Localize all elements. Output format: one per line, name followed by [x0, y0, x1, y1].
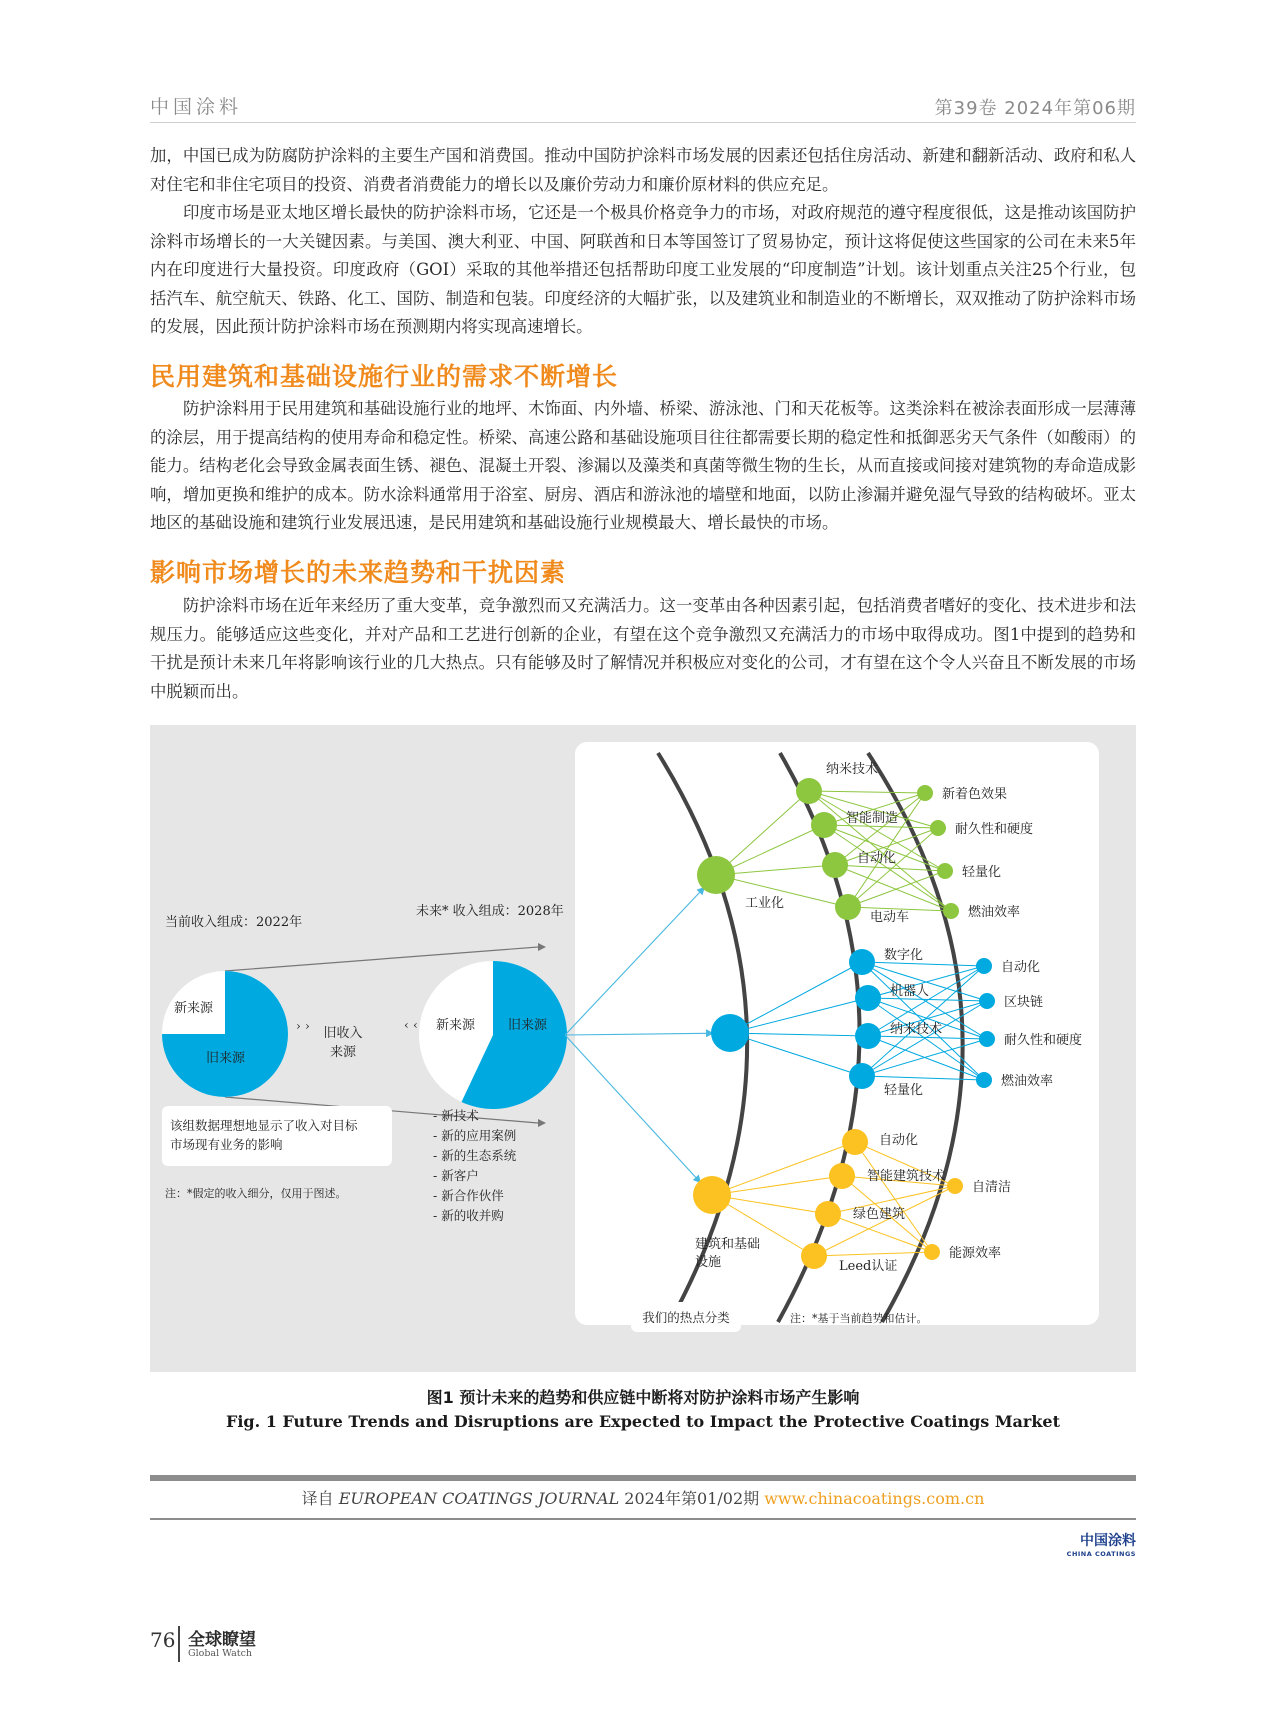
blue-out-label: 区块链: [1004, 995, 1044, 1010]
paragraph-3: 防护涂料用于民用建筑和基础设施行业的地坪、木饰面、内外墙、桥梁、游泳池、门和天花板等。这类涂料在被涂表面形成一层薄薄的涂层，用于提高结构的使用寿命和稳定性。桥梁、高速公路和基础设施项目往往都需要长期的稳定性和抵御恶劣天气条件（如酸雨）的能力。结构老化会导致金属表面生锈、褪色、混凝土开裂、渗漏以及藻类和真菌等微生物的生长，从而直接或间接对建筑物的寿命造成影响，增加更换和维护的成本。防水涂料通常用于浴室、厨房、酒店和游泳池的墙壁和地面，以防止渗漏并避免湿气导致的结构破坏。亚太地区的基础设施和建筑行业发展迅速，是民用建筑和基础设施行业规模最大、增长最快的市场。: [150, 399, 1136, 532]
green-out-label: 燃油效率: [968, 905, 1021, 920]
yellow-hub-label-2: 设施: [695, 1255, 722, 1270]
source-line: [150, 1486, 1136, 1509]
blue-mid-node: [849, 1063, 875, 1089]
blue-mid-node: [849, 949, 875, 975]
blue-mid-node: [855, 985, 881, 1011]
green-out-label: 轻量化: [962, 865, 1002, 880]
section-heading-1: 民用建筑和基础设施行业的需求不断增长: [150, 362, 619, 391]
blue-mid-label: 机器人: [890, 984, 930, 999]
blue-out-node: [976, 958, 992, 974]
new-item: - 新的生态系统: [433, 1148, 517, 1163]
estimate-note: 注：*基于当前趋势和估计。: [790, 1312, 928, 1325]
new-item: - 新客户: [433, 1168, 479, 1183]
footer-bar: [150, 1475, 1136, 1481]
green-mid-label: 纳米技术: [826, 762, 879, 777]
chevron-left-icon: ‹: [404, 1018, 409, 1032]
chevron-right-icon: ›: [296, 1019, 301, 1033]
blue-mid-label: 数字化: [884, 948, 924, 963]
blue-mid-label: 纳米技术: [890, 1022, 943, 1037]
green-mid-node: [822, 852, 848, 878]
journal-name: 中国涂料: [150, 96, 243, 118]
caption-en: Fig. 1 Future Trends and Disruptions are Expected to Impact the Protective Coatings Market: [225, 1412, 1060, 1431]
green-out-label: 耐久性和硬度: [955, 822, 1034, 837]
green-out-node: [930, 820, 946, 836]
blue-out-label: 耐久性和硬度: [1004, 1033, 1083, 1048]
new-item: - 新技术: [433, 1108, 479, 1123]
green-mid-label: 智能制造: [846, 811, 899, 826]
blue-out-label: 自动化: [1001, 960, 1041, 975]
box-line-1: 该组数据理想地显示了收入对目标: [170, 1118, 358, 1133]
logo-en: CHINA COATINGS: [1066, 1550, 1136, 1558]
yellow-out-label: 能源效率: [949, 1246, 1002, 1261]
intro-text: [150, 142, 1136, 342]
figure-1: [150, 725, 1136, 1372]
page-number: 76: [150, 1628, 176, 1652]
section-2-text: [150, 592, 1136, 706]
old-revenue-label-2: 来源: [329, 1045, 357, 1060]
new-item: - 新的收并购: [433, 1208, 504, 1223]
green-hub-node: [697, 856, 735, 894]
caption-zh: 图1 预计未来的趋势和供应链中断将对防护涂料市场产生影响: [426, 1388, 860, 1407]
yellow-mid-node: [815, 1201, 841, 1227]
green-out-label: 新着色效果: [942, 787, 1008, 802]
expand-arrow-top: [538, 943, 546, 951]
explanation-box: [162, 1106, 392, 1166]
page-separator: [178, 1626, 180, 1662]
green-mid-label: 自动化: [857, 851, 897, 866]
pie1-old-label: 旧来源: [206, 1051, 246, 1066]
section-name: 全球瞭望: [188, 1630, 256, 1650]
blue-out-node: [979, 993, 995, 1009]
yellow-mid-node: [842, 1129, 868, 1155]
pie2-old-label: 旧来源: [508, 1018, 548, 1033]
yellow-mid-label: 绿色建筑: [853, 1207, 906, 1222]
new-item: - 新的应用案例: [433, 1128, 517, 1143]
blue-hub-node: [711, 1014, 749, 1052]
assumption-note: 注：*假定的收入细分，仅用于图述。: [165, 1187, 347, 1200]
china-coatings-logo: [1067, 1530, 1136, 1558]
blue-mid-label: 轻量化: [884, 1083, 924, 1098]
new-item: - 新合作伙伴: [433, 1188, 504, 1203]
future-title: 未来* 收入组成：2028年: [416, 904, 564, 919]
yellow-mid-label: 智能建筑技术: [867, 1169, 946, 1184]
paragraph-4: 防护涂料市场在近年来经历了重大变革，竞争激烈而又充满活力。这一变革由各种因素引起，包括消费者嗜好的变化、技术进步和法规压力。能够适应这些变化，并对产品和工艺进行创新的企业，有望在这个竞争激烈又充满活力的市场中取得成功。图1中提到的趋势和干扰是预计未来几年将影响该行业的几大热点。只有能够及时了解情况并积极应对变化的公司，才有望在这个令人兴奋且不断发展的市场中脱颖而出。: [150, 596, 1136, 701]
source-prefix: 译自: [301, 1489, 339, 1508]
section-name-en: Global Watch: [188, 1648, 253, 1659]
chevron-right-icon: ›: [305, 1019, 310, 1033]
chevron-left-icon: ‹: [413, 1018, 418, 1032]
section-heading-2: 影响市场增长的未来趋势和干扰因素: [150, 558, 567, 587]
header-divider: [150, 122, 1136, 123]
pie1-new-label: 新来源: [174, 1001, 214, 1016]
expand-arrow-bottom: [538, 1119, 546, 1127]
green-mid-label: 电动车: [870, 910, 910, 925]
yellow-hub-node: [693, 1176, 731, 1214]
paragraph-2: 印度市场是亚太地区增长最快的防护涂料市场，它还是一个极具价格竞争力的市场，对政府规范的遵守程度很低，这是推动该国防护涂料市场增长的一大关键因素。与美国、澳大利亚、中国、阿联酋和日本等国签订了贸易协定，预计这将促使这些国家的公司在未来5年内在印度进行大量投资。印度政府（GOI）采取的其他举措还包括帮助印度工业发展的“印度制造”计划。该计划重点关注25个行业，包括汽车、航空航天、铁路、化工、国防、制造和包装。印度经济的大幅扩张，以及建筑业和制造业的不断增长，双双推动了防护涂料市场的发展，因此预计防护涂料市场在预测期内将实现高速增长。: [150, 203, 1136, 336]
green-mid-node: [811, 812, 837, 838]
issue-info: 第39卷 2024年第06期: [934, 98, 1136, 119]
website-link[interactable]: www.chinacoatings.com.cn: [764, 1489, 985, 1508]
section-1-text: [150, 395, 1136, 538]
source-suffix: 2024年第01/02期: [619, 1489, 765, 1508]
green-out-node: [917, 785, 933, 801]
yellow-out-node: [924, 1244, 940, 1260]
blue-out-node: [976, 1072, 992, 1088]
green-mid-node: [796, 778, 822, 804]
yellow-out-node: [947, 1178, 963, 1194]
old-revenue-label-1: 旧收入: [323, 1026, 363, 1041]
green-hub-label: 工业化: [745, 896, 785, 911]
pie2-new-label: 新来源: [436, 1018, 476, 1033]
yellow-mid-node: [829, 1163, 855, 1189]
box-line-2: 市场现有业务的影响: [170, 1137, 283, 1152]
yellow-mid-label: Leed认证: [839, 1259, 898, 1274]
green-mid-node: [835, 894, 861, 920]
blue-mid-node: [855, 1023, 881, 1049]
footer-divider: [150, 1518, 1136, 1520]
green-out-node: [937, 863, 953, 879]
green-out-node: [943, 903, 959, 919]
source-journal: EUROPEAN COATINGS JOURNAL: [338, 1489, 620, 1508]
hotspot-label: 我们的热点分类: [642, 1310, 730, 1325]
current-title: 当前收入组成：2022年: [165, 915, 303, 930]
yellow-mid-label: 自动化: [879, 1133, 919, 1148]
blue-out-node: [979, 1031, 995, 1047]
yellow-mid-node: [801, 1243, 827, 1269]
paragraph-1: 加，中国已成为防腐防护涂料的主要生产国和消费国。推动中国防护涂料市场发展的因素还包括住房活动、新建和翻新活动、政府和私人对住宅和非住宅项目的投资、消费者消费能力的增长以及廉价劳动力和廉价原材料的供应充足。: [150, 146, 1136, 194]
figure-graphic: [150, 725, 1136, 1372]
blue-out-label: 燃油效率: [1001, 1074, 1054, 1089]
logo-zh: 中国涂料: [1080, 1533, 1136, 1549]
yellow-hub-label-1: 建筑和基础: [695, 1237, 761, 1252]
yellow-out-label: 自清洁: [972, 1180, 1012, 1195]
